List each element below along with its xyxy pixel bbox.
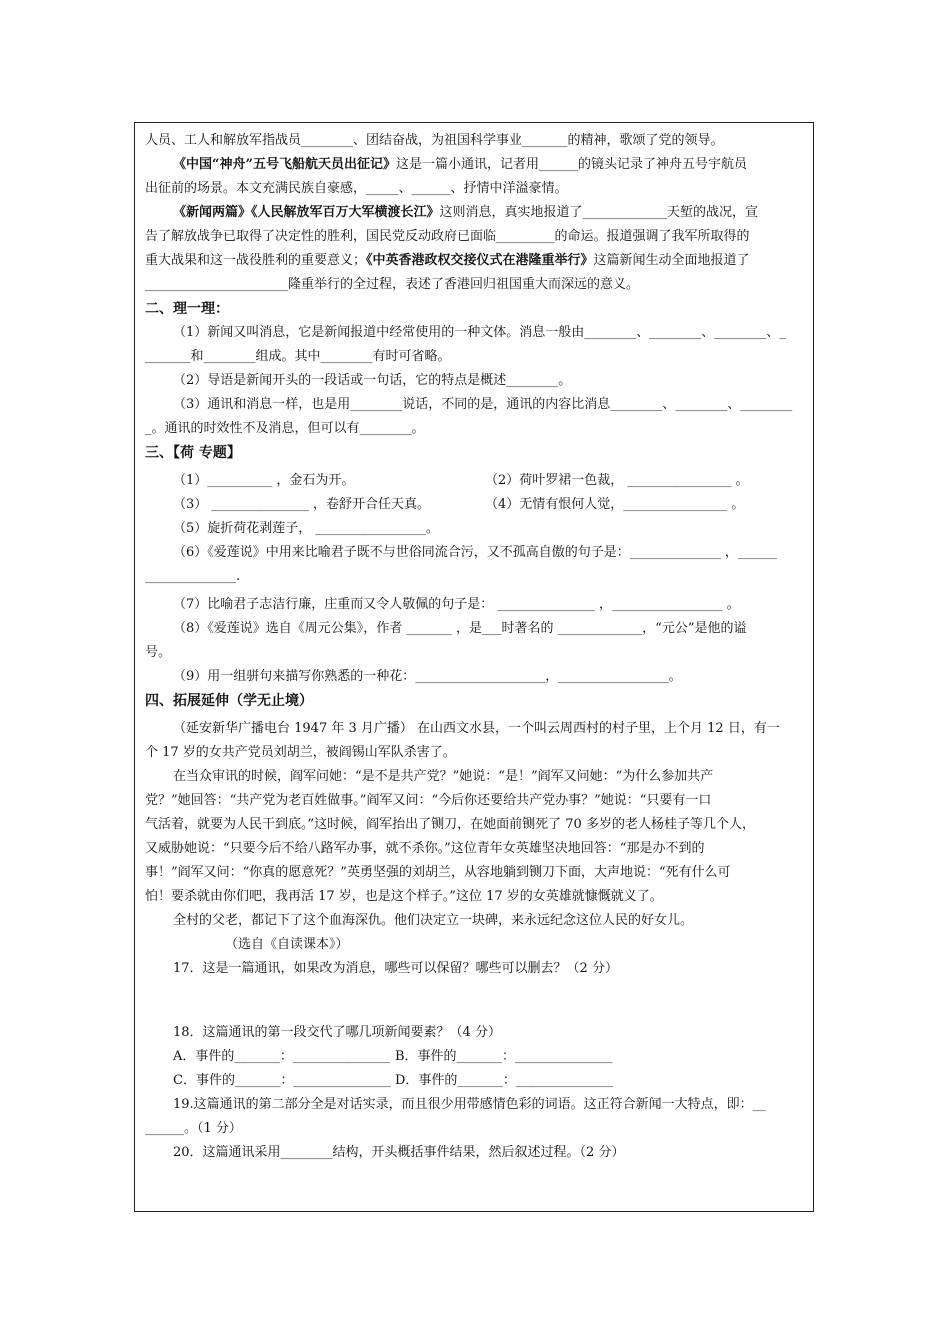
sec3-item-1: （1）__________ ，金石为开。 [173,473,355,488]
intro-line-3: 出征前的场景。本文充满民族自豪感，_____、______、抒情中洋溢豪情。 [145,181,568,196]
question-18-row-1 [145,1045,805,1069]
sec3-item-7: （7）比喻君子志洁行廉，庄重而又令人敬佩的句子是： _______________ ，_________________ 。 [173,597,740,612]
question-19: 19.这篇通讯的第二部分全是对话实录，而且很少用带感情色彩的词语。这正符合新闻一大特点，即：__ [173,1097,766,1112]
sec2-line-1: （1）新闻又叫消息，它是新闻报道中经常使用的一种文体。消息一般由________、________、________、_ [173,325,786,340]
sec2-line-3: （2）导语是新闻开头的一段话或一句话，它的特点是概述________。 [173,373,572,388]
intro-line-6 [145,249,805,273]
passage-line-2: 个 17 岁的女共产党员刘胡兰，被阎锡山军队杀害了。 [145,745,456,760]
passage-line-5: 气活着，就要为人民干到底。”这时候，阎军抬出了铡刀，在她面前铡死了 70 多岁的老人杨桂子等几个人， [145,817,755,832]
question-18-a: A．事件的_______：_______________ [173,1049,391,1064]
question-18-b: B．事件的_______：_______________ [395,1049,613,1064]
intro-line-4 [145,201,805,225]
article-title-shenzhou: 《中国“神舟”五号飞船航天员出征记》 [173,157,396,172]
passage-source: （选自《自读课本》） [225,937,349,952]
sec3-item-6-cont: ______________. [145,569,241,584]
section-4-title: 四、拓展延伸（学无止境） [145,693,313,709]
sec3-row-1 [145,469,805,493]
sec2-line-5: _。通讯的时效性不及消息，但可以有________。 [145,421,425,436]
section-2-title: 二、理一理： [145,301,229,317]
intro-line-2-text: 这是一篇小通讯，记者用______的镜头记录了神舟五号宇航员 [395,157,747,172]
question-18: 18．这篇通讯的第一段交代了哪几项新闻要素？（4 分） [173,1025,501,1040]
question-19-cont: ______。（1 分） [145,1121,242,1136]
sec3-item-4: （4）无情有恨何人觉，________________ 。 [485,497,745,512]
sec3-item-3: （3） _______________ ，卷舒开合任天真。 [173,497,431,512]
passage-line-6: 又威胁她说：“只要今后不给八路军办事，就不杀你。”这位青年女英雄坚决地回答：“那是办不到的 [145,841,705,856]
passage-line-3: 在当众审讯的时候，阎军问她：“是不是共产党？”她说：“是！”阎军又问她：“为什么参加共产 [173,769,714,784]
sec3-item-9: （9）用一组骈句来描写你熟悉的一种花：____________________，_________________。 [173,669,682,684]
sec3-item-5: （5）旋折荷花剥莲子， _________________。 [173,521,439,536]
intro-line-1: 人员、工人和解放军指战员________、团结奋战，为祖国科学事业_______的精神，歌颂了党的领导。 [145,133,724,148]
document-content [145,129,805,1165]
article-title-hongkong: 《中英香港政权交接仪式在港隆重举行》 [366,253,594,268]
passage-line-7: 事！”阎军又问：“你真的愿意死？”英勇坚强的刘胡兰，从容地躺到铡刀下面，大声地说：“死有什么可 [145,865,731,880]
intro-line-6-tail: 这篇新闻生动全面地报道了 [593,253,750,268]
question-20: 20．这篇通讯采用________结构，开头概括事件结果，然后叙述过程。（2 分） [173,1145,625,1160]
sec2-line-4: （3）通讯和消息一样，也是用________说话，不同的是，通讯的内容比消息________、________、________ [173,397,793,412]
question-17: 17．这是一篇通讯，如果改为消息，哪些可以保留？哪些可以删去？（2 分） [173,961,618,976]
sec3-item-8-cont: 号。 [145,645,172,660]
sec3-item-8: （8）《爱莲说》选自《周元公集》，作者 _______ ，是___时著名的 _____________，“元公”是他的谥 [173,621,747,636]
passage-line-4: 党？”她回答：“共产党为老百姓做事。”阎军又问：“今后你还要给共产党办事？”她说：“只要有一口 [145,793,712,808]
intro-line-4-text: 这则消息，真实地报道了_____________天堑的战况，宣 [439,205,759,220]
passage-line-8: 怕！要杀就由你们吧，我再活 17 岁，也是这个样子。”这位 17 岁的女英雄就慷慨就义了。 [145,889,663,904]
section-3-title: 三、【荷 专题】 [145,445,241,461]
question-18-d: D．事件的_______：_______________ [395,1073,614,1088]
passage-line-9: 全村的父老，都记下了这个血海深仇。他们决定立一块碑，来永远纪念这位人民的好女儿。 [173,913,694,928]
intro-line-6-text: 重大战果和这一战役胜利的重要意义； [145,253,367,268]
article-title-changjiang: 《新闻两篇》《人民解放军百万大军横渡长江》 [173,205,440,220]
intro-line-2 [145,153,805,177]
intro-line-5: 告了解放战争已取得了决定性的胜利，国民党反动政府已面临_________的命运。报道强调了我军所取得的 [145,229,750,244]
passage-line-1: （延安新华广播电台 1947 年 3 月广播） 在山西文水县，一个叫云周西村的村子里，上个月 12 日，有一 [173,721,780,736]
sec3-item-6: （6）《爱莲说》中用来比喻君子既不与世俗同流合污，又不孤高自傲的句子是：______________ ，______ [173,545,777,560]
sec3-row-2 [145,493,805,517]
question-18-c: C．事件的_______：_______________ [173,1073,391,1088]
sec2-line-2: _______和________组成。其中________有时可省略。 [145,349,451,364]
intro-line-7: ______________________隆重举行的全过程，表述了香港回归祖国重大而深远的意义。 [145,277,640,292]
sec3-item-2: （2）荷叶罗裙一色裁， ________________ 。 [485,473,749,488]
document-frame [134,122,814,1212]
question-18-row-2 [145,1069,805,1093]
